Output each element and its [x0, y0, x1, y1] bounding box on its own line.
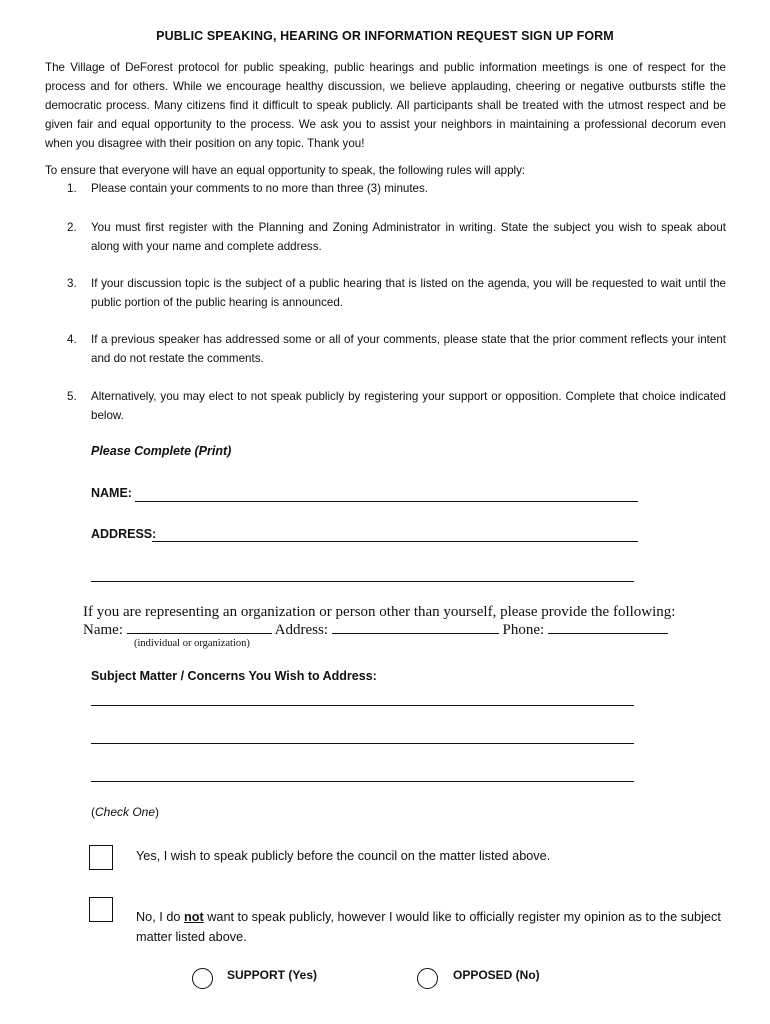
rule-number: 1.: [67, 182, 77, 195]
opposed-radio[interactable]: [417, 968, 438, 989]
rule-number: 5.: [67, 390, 77, 403]
rule-text: If a previous speaker has addressed some or all of your comments, please state that the prior comment reflects your intent and do not restate the comments.: [91, 333, 726, 365]
org-hint: (individual or organization): [134, 638, 250, 649]
rule-number: 4.: [67, 333, 77, 346]
org-phone-field[interactable]: [548, 621, 668, 634]
name-label: NAME:: [91, 486, 132, 500]
form-title: PUBLIC SPEAKING, HEARING OR INFORMATION REQUEST SIGN UP FORM: [156, 29, 614, 43]
address-field-line-2[interactable]: [91, 581, 634, 582]
please-complete-heading: Please Complete (Print): [91, 444, 232, 458]
rule-item: [45, 219, 726, 256]
opposed-label: OPPOSED (No): [453, 968, 540, 982]
rule-item: [45, 180, 726, 199]
rule-number: 2.: [67, 221, 77, 234]
subject-field-line[interactable]: [91, 743, 634, 744]
name-field[interactable]: [135, 501, 638, 502]
support-label: SUPPORT (Yes): [227, 968, 318, 982]
speak-no-label: No, I do not want to speak publicly, however I would like to officially register my opinion as to the subject matter listed above.: [136, 910, 721, 944]
rule-item: [45, 275, 726, 312]
rule-text: Please contain your comments to no more than three (3) minutes.: [91, 182, 429, 195]
org-fields-row: [83, 621, 668, 639]
speak-yes-checkbox[interactable]: [89, 845, 113, 870]
rule-number: 3.: [67, 277, 77, 290]
org-name-field[interactable]: [127, 621, 272, 634]
org-phone-label: Phone:: [502, 622, 545, 638]
rule-text: If your discussion topic is the subject of a public hearing that is listed on the agenda, you will be requested to wait until the public portion of the public hearing is announced.: [91, 277, 726, 309]
org-address-label: Address:: [274, 622, 328, 638]
address-label: ADDRESS:: [91, 527, 157, 541]
speak-yes-label: Yes, I wish to speak publicly before the council on the matter listed above.: [136, 849, 551, 863]
rule-item: [45, 331, 726, 368]
org-address-field[interactable]: [332, 621, 499, 634]
subject-field-line[interactable]: [91, 781, 634, 782]
subject-field-line[interactable]: [91, 705, 634, 706]
org-name-label: Name:: [83, 622, 123, 638]
subject-label: Subject Matter / Concerns You Wish to Address:: [91, 669, 377, 683]
org-intro: If you are representing an organization or person other than yourself, please provide the following:: [83, 604, 676, 620]
rule-item: [45, 388, 726, 425]
check-one-label: (Check One): [91, 805, 160, 819]
intro-paragraph: The Village of DeForest protocol for public speaking, public hearings and public information meetings is one of respect for the process and for others. While we encourage healthy discussion, we believe applauding, cheering or negative outbursts stifle the democratic process. Many citizens find it difficult to speak publicly. All participants shall be treated with the utmost respect and be given fair and equal opportunity to the process. We ask you to assist your neighbors in maintaining a professional decorum even when you disagree with their position on any topic. Thank you!: [45, 61, 726, 150]
rule-text: Alternatively, you may elect to not speak publicly by registering your support or opposition. Complete that choice indicated below.: [91, 390, 726, 422]
speak-no-checkbox[interactable]: [89, 897, 113, 922]
rule-text: You must first register with the Planning and Zoning Administrator in writing. State the subject you wish to speak about along with your name and complete address.: [91, 221, 726, 253]
rules-intro: To ensure that everyone will have an equal opportunity to speak, the following rules will apply:: [45, 164, 526, 177]
support-radio[interactable]: [192, 968, 213, 989]
address-field[interactable]: [152, 541, 638, 542]
